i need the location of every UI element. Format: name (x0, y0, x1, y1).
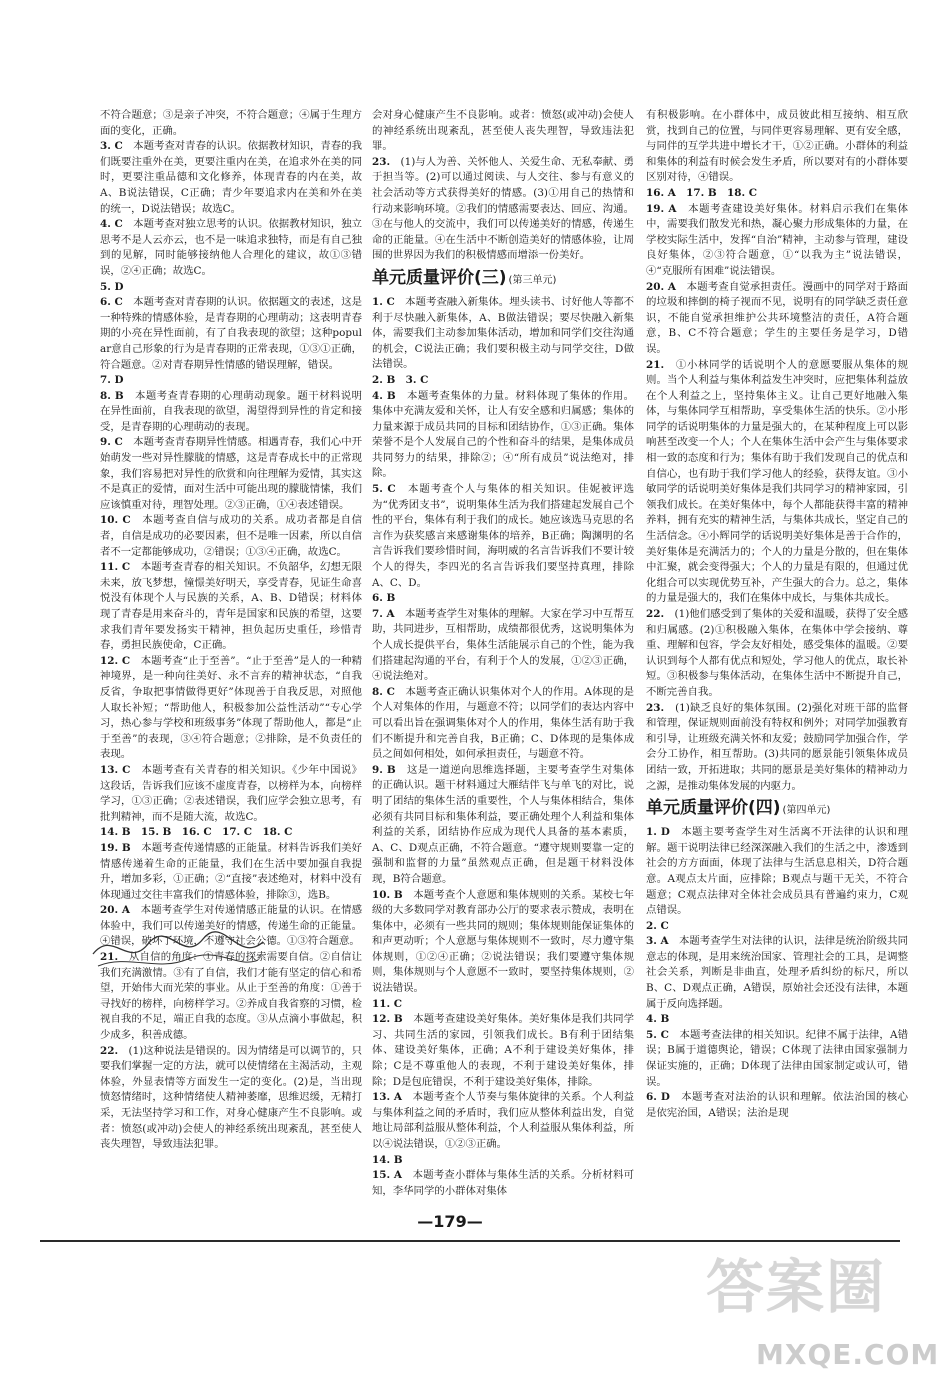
answer-number: 7. A (372, 607, 395, 620)
answer-item (100, 139, 362, 217)
answer-text: (1)这种说法是错误的。因为情绪是可以调节的，只要我们掌握一定的方法，就可以使情绪在主渴活动，主观体验，外显表情等方面发生一定的变化。(2)是，当出现愤怒情绪时，这种情绪使人精神萎靡，思维迟缓，无精打采，无法坚持学习和工作，对身心健康产生不良影响。或者：愤怒(或冲动)会使人的神经系统出现紊乱，甚至使人丧失理智，导致违法犯罪。 (100, 1044, 363, 1151)
answer-text: 不符合题意；③是亲子冲突，不符合题意；④属于生理方面的变化，正确。 (100, 109, 362, 137)
col2-bottom-block (372, 295, 634, 1199)
answer-text: 本题考查“止于至善”。“止于至善”是人的一种精神境界，是一种向往美好、永不言弃的精神状态，“自我反省，争取把事情做得更好”体现善于自我反思，对照他人取长补短；“帮助他人，积极参加公益性活动”“专心学习，热心参与学校和班级事务”体现了帮助他人，都是“止于至善”的表现，③④符合题意；②排除，是不负责任的表现。 (100, 654, 363, 761)
answer-text: 有积极影响。在小群体中，成员彼此相互接纳、相互欣赏，找到自己的位置，与同伴更容易理解、更有安全感，与同伴的互学共进中增长才干，①②正确。小群体的利益和集体的利益有时候会发生矛盾，所以要对有的小群体要区别对待，④错误。 (646, 109, 908, 184)
heading-title: 单元质量评价(三) (372, 267, 507, 288)
answer-text: 本题考查自信与成功的关系。成功者都是自信者，自信是成功的必要因素，但不是唯一因素，所以自信者不一定都能够成功，②错误；①③④正确，故选C。 (100, 514, 363, 558)
answer-text: 本题考查对青春的认识。依据教材知识，青春的我们既要注重外在美，更要注重内在美，在追求外在美的同时，更要注重品德和文化修养，体现青春的内在美，故A、B说法错误，C正确；青少年要追求内在美和外在美的统一，D说法错误；故选C。 (100, 140, 362, 215)
heading-subtitle: (第三单元) (508, 274, 557, 286)
answer-item (372, 1090, 634, 1152)
answer-item (646, 934, 908, 1012)
answer-text: 本题考查青春期异性情感。相遇青春，我们心中开始萌发一些对异性朦胧的情感，这是青春成长中的正常现象，我们容易把对异性的欣赏和向往理解为爱情，其实这不是真正的爱情，面对生活中可能出现的朦胧情愫，我们应该慎重对待，理智处理。②③正确，①④表述错误。 (100, 436, 362, 511)
answer-item (646, 1090, 908, 1121)
column-middle (372, 108, 635, 1197)
answer-item (646, 358, 908, 608)
answer-number: 11. C (100, 561, 131, 574)
heading-title: 单元质量评价(四) (646, 798, 781, 819)
answer-item (100, 280, 362, 296)
answer-number: 22. (646, 608, 665, 620)
answer-item (646, 108, 908, 186)
answer-number: 21. (100, 951, 119, 964)
answer-number: 20. A (646, 280, 676, 293)
answer-number: 19. B (100, 841, 131, 854)
answer-item (372, 155, 634, 264)
answer-text: 本题考查小群体与集体生活的关系。分析材料可知，李华同学的小群体对集体 (372, 1169, 635, 1197)
answer-number: 22. (100, 1044, 119, 1057)
answer-number: 5. C (372, 483, 396, 496)
answer-text: 本题考查法律的相关知识。纪律不属于法律，A错误；B属于道德舆论，错误；C体现了法律由国家强制力保证实施的，正确；D体现了法律由国家制定或认可，错误。 (646, 1028, 908, 1088)
answer-text: 本题考查个人节奏与集体旋律的关系。个人利益与集体利益之间的矛盾时，我们应从整体利益出发，自觉地让局部利益服从整体利益，个人利益服从集体利益，所以④说法错误，①②③正确。 (372, 1091, 635, 1150)
answer-item (646, 1012, 908, 1028)
answer-number: 11. C (372, 997, 402, 1010)
answer-item (100, 841, 362, 903)
answer-number: 19. A (646, 202, 677, 215)
answer-item (372, 591, 634, 607)
answer-text: 本题考查建设美好集体。美好集体是我们共同学习、共同生活的家园，引领我们成长。B有利于团结集体、建设美好集体，正确；A不利于建设美好集体，排除；C是不尊重他人的表现，不利于建设美好集体，排除；D是包庇错误，不利于建设美好集体，排除。 (372, 1013, 635, 1088)
answer-item (100, 654, 362, 763)
answer-number: 23. (646, 701, 665, 714)
answer-number: 13. A (372, 1091, 402, 1104)
answer-text: 本题考查有关青春的相关知识。《少年中国说》这段话，告诉我们应该不虚度青春，以榜样为本，向榜样学习，①③正确；②表述错误，我们应学会独立思考，有批判精神，而不是随大流，故选C。 (100, 763, 362, 823)
answer-item (372, 997, 634, 1013)
answer-number: 12. B (372, 1013, 403, 1026)
answer-number: 15. A (372, 1169, 402, 1182)
answer-number: 16. A 17. B 18. C (646, 186, 757, 199)
answer-text: 本题考查青春期的心理萌动现象。题干材料说明在异性面前，自我表现的欲望，渴望得到异性的肯定和接受，是青春期的心理萌动的表现。 (100, 389, 363, 433)
answer-number: 1. C (372, 295, 395, 308)
answer-text: 本题考查集体的力量。材料体现了集体的作用。集体中充满友爱和关怀，让人有安全感和归属感；集体的力量来源于成员共同的目标和团结协作，①③正确。集体荣誉不是个人发展自己的个性和奋斗的结果，是集体成员共同努力的结果，排除②；④“所有成员”说法绝对，排除。 (372, 389, 635, 480)
answer-text: 本题考查传递情感的正能量。材料告诉我们美好情感传递着生命的正能量，我们在生活中要加强自我提升，增加多彩，①正确；②“直接”表述绝对，材料中没有体现通过交往丰富我们的情感体验，排除③，选B。 (100, 841, 363, 901)
col2-top-block (372, 108, 634, 264)
answer-number: 5. D (100, 280, 124, 293)
answer-item (100, 825, 362, 841)
answer-item (100, 763, 362, 825)
answer-number: 10. C (100, 514, 131, 527)
answer-item (100, 373, 362, 389)
answer-item (100, 435, 362, 513)
answer-item (100, 513, 362, 560)
answer-number: 9. B (372, 763, 396, 776)
answer-text: (1)与人为善、关怀他人、关爱生命、无私奉献、勇于担当等。(2)可以通过阅读、与人交往、参与有意义的社会活动等方式获得美好的情感。(3)①用自己的热情和行动来影响环境。②我们的情感需要表达、回应、沟通。③在与他人的交流中，我们可以传递美好的情感，传递生命的正能量。④在生活中不断创造美好的情感体验，让周围的世界因为我们的积极情感而增添一份美好。 (372, 155, 635, 262)
answer-number: 6. D (646, 1091, 670, 1104)
answer-item (100, 1044, 362, 1153)
answer-number: 23. (372, 155, 391, 168)
heading-subtitle: (第四单元) (782, 805, 831, 817)
answer-text: 本题主要考查学生对生活离不开法律的认识和理解。题干说明法律已经深深融入我们的生活之中，渗透到社会的方方面面，体现了法律与生活息息相关，D符合题意。A观点太片面，应排除；B观点与题干无关，不符合题意；C观点法律对全体社会成员具有普遍约束力，C观点错误。 (646, 826, 909, 917)
answer-text: (1)缺乏良好的集体氛围。(2)强化对班干部的监督和管理，保证规则面前没有特权和例外；对同学加强教育和引导，让班级充满关怀和友爱；鼓励同学加强合作，学会分工协作，相互帮助。(3)共同的愿景能引领集体成员团结一致，开拓进取；共同的愿景是美好集体的精神动力之源，是推动集体发展的内驱力。 (646, 701, 909, 792)
answer-text: 本题考查学生对传递情感正能量的认识。在情感体验中，我们可以传递美好的情感，传递生命的正能量。④错误，破坏了环境，不遵守社会公德。①③符合题意。 (100, 904, 363, 948)
watermark-text: 答案圈 (706, 1253, 887, 1321)
col3-top-block (646, 108, 908, 794)
answer-text: 本题考查学生对法律的认识，法律是统治阶级共同意志的体现，是用来统治国家、管理社会的工具，是调整社会关系，判断是非曲直，处理矛盾纠纷的标尺，所以B、C、D观点正确，A错误，原始社会还没有法律，本题属于反向选择题。 (646, 935, 908, 1010)
answer-number: 9. C (100, 436, 123, 449)
answer-text: 本题考查对法治的认识和理解。依法治国的核心是依宪治国，A错误；法治是现 (646, 1091, 909, 1119)
answer-number: 5. C (646, 1028, 669, 1041)
column-right (646, 108, 908, 1168)
col3-bottom-block (646, 825, 908, 1121)
answer-number: 13. C (100, 763, 131, 776)
answer-item (100, 295, 362, 373)
answer-number: 6. B (372, 592, 396, 605)
section-heading-unit3 (372, 266, 634, 293)
answer-text: 本题考查学生对集体的理解。大家在学习中互帮互助，共同进步，互相帮助，成绩都很优秀，这说明集体为个人成长提供平台，集体生活能展示自己的个性，能为我们搭建起沟通的平台，有利于个人的发展，①②③正确，④说法绝对。 (372, 607, 634, 683)
answer-item (372, 389, 634, 483)
answer-item (372, 1012, 634, 1090)
answer-item (646, 825, 908, 919)
answer-item (372, 888, 634, 997)
answer-number: 14. B 15. B 16. C 17. C 18. C (100, 826, 293, 839)
answer-number: 2. C (646, 919, 669, 932)
answer-item (372, 1153, 634, 1169)
answer-item (646, 186, 908, 202)
answer-item (100, 108, 362, 139)
answer-item (646, 607, 908, 701)
answer-text: 本题考查正确认识集体对个人的作用。A体现的是个人对集体的作用，与题意不符；以同学们的表达内容中可以看出旨在强调集体对个人的作用，集体生活有助于我们不断提升和完善自我，B正确；C、D体现的是集体成员之间如何相处，如何承担责任，与题意不符。 (372, 685, 634, 761)
answer-item (372, 295, 634, 373)
answer-number: 4. B (646, 1013, 670, 1026)
answer-text: 本题考查个人与集体的相关知识。佳妮被评选为“优秀团支书”，说明集体生活为我们搭建起发展自己个性的平台，集体有利于我们的成长。她应该选马克思的名言作为获奖感言来感谢集体的培养，B正确；陶渊明的名言告诉我们要珍惜时间，海明威的名言告诉我们不要计较个人的得失，李四光的名言告诉我们要坚持真理，排除A、C、D。 (372, 483, 635, 589)
answer-item (100, 389, 362, 436)
answer-item (646, 1028, 908, 1090)
answer-text: 会对身心健康产生不良影响。或者：愤怒(或冲动)会使人的神经系统出现紊乱，甚至使人丧失理智，导致违法犯罪。 (372, 109, 634, 153)
answer-number: 2. B 3. C (372, 373, 429, 386)
answer-number: 14. B (372, 1153, 403, 1166)
answer-number: 12. C (100, 654, 131, 667)
answer-number: 3. C (100, 140, 123, 153)
answer-text: (1)他们感受到了集体的关爱和温暖，获得了安全感和归属感。(2)①积极融入集体，在集体中学会接纳、尊重、理解和包容，学会友好相处，感受集体的温暖。②要认识到每个人都有优点和短处，学习他人的优点，取长补短。③积极参与集体活动，在集体生活中不断提升自己，不断完善自我。 (646, 608, 909, 698)
section-heading-unit4 (646, 796, 908, 823)
answer-item (646, 202, 908, 280)
answer-item (100, 560, 362, 654)
answer-text: 本题考查对独立思考的认识。依据教材知识，独立思考不是人云亦云，也不是一味追求独特，而是有自己独到的见解，同时能够接纳他人合理化的建议，故①③错误，②④正确；故选C。 (100, 218, 362, 277)
handwriting-scribble (88, 924, 268, 974)
answer-number: 8. C (372, 685, 395, 698)
answer-text: 从自信的角度：①青春的探索需要自信。②自信让我们充满激情。③有了自信，我们才能有坚定的信心和希望，开始伟大而光荣的事业。从止于至善的角度：①善于寻找好的榜样，向榜样学习。②养成自我省察的习惯，检视自我的不足，端正自我的态度。③从点滴小事做起，积少成多，积善成德。 (100, 951, 363, 1042)
answer-number: 20. A (100, 904, 130, 917)
answer-text: 本题考查自觉承担责任。漫画中的同学对于路面的垃圾和摔倒的椅子视而不见，说明有的同学缺乏责任意识，不能自觉承担维护公共环境整洁的责任，A符合题意，B、C不符合题意；学生的主要任务是学习，D错误。 (646, 280, 909, 355)
answer-item (372, 763, 634, 888)
watermark-logo (706, 1240, 939, 1390)
column-left (100, 108, 362, 1168)
answer-text: 本题考查对青春期的认识。依据题文的表述，这是一种特殊的情感体验，是青春期的心理萌动；这表明青春期的小亮在异性面前，有了自我表现的欲望；这种popular意自己形象的行为是青春期的正常表现，①③①正确，符合题意。②对青春期异性情感的错误理解，错误。 (100, 296, 362, 371)
answer-number: 1. D (646, 826, 670, 839)
answer-number: 3. A (646, 935, 669, 948)
answer-number: 10. B (372, 888, 403, 901)
page-number: —179— (417, 1212, 483, 1231)
answer-text: 本题考查个人意愿和集体规则的关系。某校七年级的大多数同学对教育部办公厅的要求表示赞成，表明在集体中，必须有一些共同的规则；集体规则能保证集体的和声更动听；个人意愿与集体规则不一致时，尽力遵守集体规则，①②④正确；②说法错误；我们要遵守集体规则，集体规则与个人意愿不一致时，要坚持集体规则，②说法错误。 (372, 888, 635, 995)
answer-number: 7. D (100, 374, 124, 387)
answer-item (646, 280, 908, 358)
answer-item (372, 1168, 634, 1199)
answer-item (646, 919, 908, 935)
answer-item (372, 108, 634, 155)
answer-item (646, 701, 908, 795)
answer-text: 本题考查青春的相关知识。不负韶华，幻想无限未来，放飞梦想，憧憬美好明天，享受青春，见证生命喜悦没有体现个人与民族的关系，A、B、D错误；材料体现了青春是用来奋斗的，青年是国家和民族的希望，这要求我们青年要发扬实干精神，担负起历史重任，珍惜青春，勇担民族使命，C正确。 (100, 561, 363, 652)
answer-text: 本题考查融入新集体。埋头读书、讨好他人等都不利于尽快融入新集体，A、B做法错误；要尽快融入新集体，需要我们主动参加集体活动，增加和同学们交往沟通的机会，C说法正确；我们要积极主动与同学交往，D做法错误。 (372, 295, 634, 371)
answer-number: 4. B (372, 389, 396, 402)
answer-item (372, 607, 634, 685)
answer-text: ①小林同学的话说明个人的意愿要服从集体的规则。当个人利益与集体利益发生冲突时，应把集体利益放在个人利益之上，坚持集体主义。让自己更好地融入集体，与集体同学互相帮助，享受集体生活的快乐。②小彤同学的话说明集体的力量是强大的，在某种程度上可以影响甚至改变一个人；个人在集体生活中会产生与集体要求相一致的态度和行为；集体有助于我们发现自己的优点和自信心，也有助于我们学习他人的经验，获得友谊。③小敏同学的话说明美好集体是我们共同学习的精神家园，引领我们成长。在美好集体中，每个人都能获得丰富的精神养料，拥有充实的精神生活，与集体共成长，坚定自己的生活信念。④小辉同学的话说明美好集体是善于合作的，美好集体是充满活力的；个人的力量是分散的，但在集体中汇聚，就会变得强大；个人的力量是有限的，但通过优化组合可以实现优势互补，产生强大的合力。总之，集体的力量是强大的，我们在集体中成长，与集体共成长。 (646, 358, 909, 605)
answer-number: 6. C (100, 296, 123, 309)
answer-number: 21. (646, 358, 665, 371)
answer-item (372, 482, 634, 591)
answer-number: 4. C (100, 218, 123, 231)
answer-item (372, 373, 634, 389)
answer-item (100, 217, 362, 279)
answer-item (372, 685, 634, 763)
answer-text: 这是一道逆向思维选择题，主要考查学生对集体的正确认识。题干材料通过大雁结伴飞与单飞的对比，说明了团结的集体生活的重要性，个人与集体相结合，集体必须有共同目标和集体利益，要正确处理个人利益和集体利益的关系，团结协作应成为现代人具备的基本素质，A、C、D观点正确，不符合题意。“遵守规则要靠一定的强制和监督的力量”虽然观点正确，但是题干材料没体现，B符合题意。 (372, 763, 635, 885)
watermark-url: MXQE.COM (756, 1338, 939, 1371)
answer-number: 8. B (100, 389, 124, 402)
answer-text: 本题考查建设美好集体。材料启示我们在集体中，需要我们散发光和热，凝心聚力形成集体的力量，在学校实际生活中，发挥“自治”精神，主动参与管理，建设良好集体，②③符合题意，①“以我为主”说法错误，④“克服所有困难”说法错误。 (646, 202, 909, 277)
